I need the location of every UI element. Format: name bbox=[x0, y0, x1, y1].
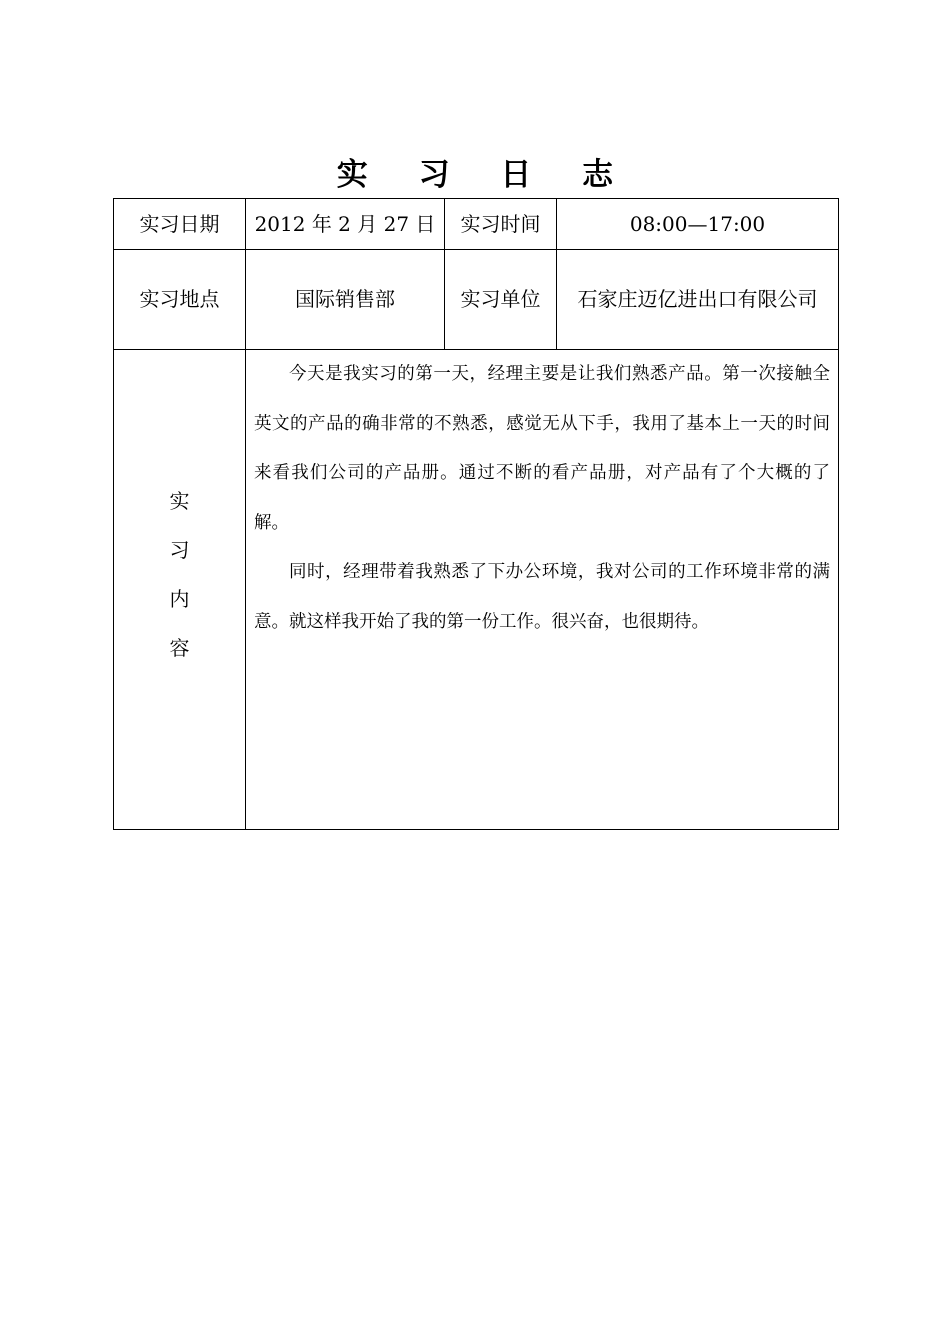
unit-value: 石家庄迈亿进出口有限公司 bbox=[557, 250, 839, 350]
date-label: 实习日期 bbox=[114, 199, 246, 250]
date-time-row bbox=[114, 199, 839, 250]
content-body bbox=[246, 350, 839, 830]
content-label-char: 容 bbox=[169, 635, 190, 660]
content-label-char: 实 bbox=[169, 488, 190, 513]
time-value: 08:00—17:00 bbox=[557, 199, 839, 250]
content-paragraph: 同时，经理带着我熟悉了下办公环境，我对公司的工作环境非常的满意。就这样我开始了我的第一份工作。很兴奋，也很期待。 bbox=[254, 562, 830, 632]
location-unit-row bbox=[114, 250, 839, 350]
date-value: 2012 年 2 月 27 日 bbox=[246, 199, 445, 250]
content-paragraph: 今天是我实习的第一天，经理主要是让我们熟悉产品。第一次接触全英文的产品的确非常的不熟悉，感觉无从下手，我用了基本上一天的时间来看我们公司的产品册。通过不断的看产品册，对产品有了个大概的了解。 bbox=[254, 364, 830, 533]
content-label-char: 习 bbox=[169, 537, 190, 562]
content-row bbox=[114, 350, 839, 830]
content-label bbox=[114, 350, 246, 830]
location-label: 实习地点 bbox=[114, 250, 246, 350]
content-label-char: 内 bbox=[169, 586, 190, 611]
page-title: 实 习 日 志 bbox=[336, 157, 634, 193]
unit-label: 实习单位 bbox=[445, 250, 557, 350]
internship-log-table bbox=[113, 198, 839, 830]
location-value: 国际销售部 bbox=[246, 250, 445, 350]
time-label: 实习时间 bbox=[445, 199, 557, 250]
